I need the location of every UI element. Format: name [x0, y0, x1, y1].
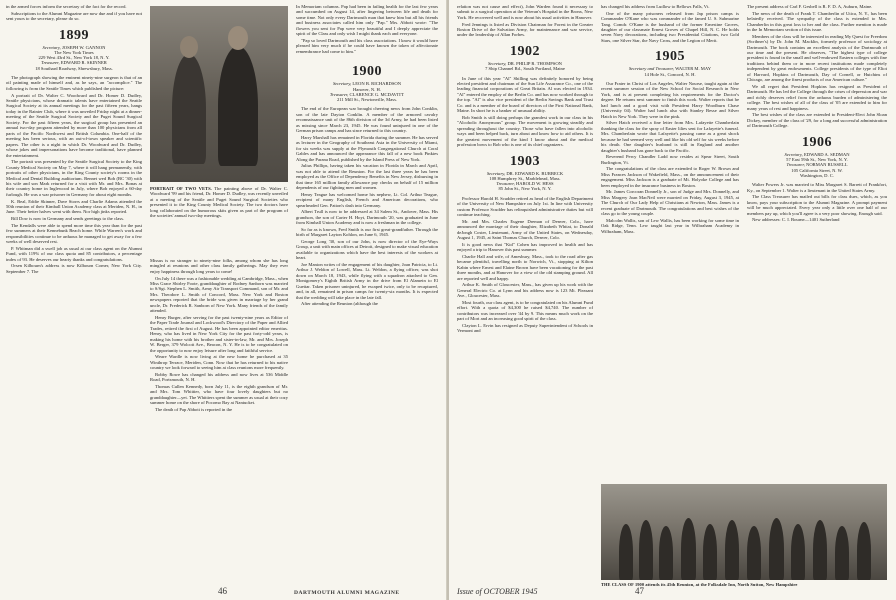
paragraph: Thomas Cullen Kennedy, born July 11, is the eighth grandson of Mr. and Mrs. Tom Whittier, who have four lovely daughters but no granddaughter—yet. The Whittiers spent the summer as usual at their cozy summer home on the shore of Pocomo Bay at Nantucket. [150, 383, 288, 406]
paragraph: A portrait of Dr. Walter C. Woodward and Dr. Homer D. Dudley, Seattle physicians, whose dramatic talents have entertained the Seattle Surgical Society at its annual meetings for the past fifteen years, hangs today in the Rainier Club, where it was unveiled Friday night at a dinner-meeting of the Seattle Surgical Society and the Puget Sound Surgical Society. For the past fifteen years, the surgical group has presented an annual two-day program attended by more than 100 physicians from all parts of the Pacific Northwest and British Columbia. One-half of the meeting has been serious, with an out-of-town speaker and scientific papers. The other is a night in which Dr. Woodward and Dr. Dudley, whose jokes and impersonations have become traditional, have planned the entertainment. [6, 92, 142, 158]
paragraph: After attending the Reunion (although the [301, 301, 378, 307]
issue-date: Issue of OCTOBER 1945 [457, 587, 538, 596]
paragraph: The congratulations of the class are extended to Roger W. Brown and Miss Frances Jackson of Wakefield, Mass., on the announcement of their engagement. Miss Jackson is a graduate of Mt. Holyoke College and has been employed in the insurance business in Boston. [601, 166, 739, 188]
portrait-painting-photo [150, 6, 288, 182]
paragraph: K. Beal, Eddie Skinner, Dave Storrs and Charlie Adams attended the 50th reunion of their Kimball Union Academy class at Meriden, N. H., in June. Their better halves went with them. Nor high jinks reported. [6, 198, 142, 215]
paragraph: P. Whitman did a swell job as usual at our class agent on the Alumni Fund, with 119% of our class quota and 85 contributors, a percentage index of 93. He deserves our hearty thanks and congratulations. [6, 245, 142, 262]
secretary-name: DR. PHILIP R. THOMPSON [507, 60, 562, 66]
paragraph: Henry Teague has welcomed home his nephew, Lt. Col. Arthur Teague, recipient of many English, French and American decorations, who spearheaded Gen. Patton's dash into Germany. [296, 191, 438, 208]
right-column-2 [601, 4, 739, 480]
class-year-heading: 1902 [510, 43, 540, 59]
secretary-label: Secretary, [42, 44, 61, 50]
paragraph: Mr. and Mrs. Charles Eugene Dreman of Denver, Colo., have announced the marriage of their daughter, Elizabeth Whitat, to Donald deJongh Coster, Lieutenant, Army of the United States, on Wednesday, August 1, 1945, at Saint Thomas Church, Denver, Colo. [457, 218, 593, 241]
paragraph: Orsen Kilbourn's address is now Kilbourn Corner, New York City. September 7. The [6, 263, 142, 274]
magazine-title: DARTMOUTH ALUMNI MAGAZINE [294, 590, 400, 596]
paragraph: So far as is known, Fred Smith is our first great-grandfather. Through the birth of Margaret Layton Kohlon, on June 6, 1945. [296, 226, 438, 238]
paragraph: In June of this year "Al" Shilling was definitely honored by being elected president and chairman of the Sun Life Assurance Co., one of the leading financial corporations of Great Britain. Al was elected in 1934. "Al" entered the employ of the Berlin Co. and has now worked through to the top. "Al" is also vice president of the Berlin Savings Bank and Trust Co. and is a member of the board of directors of the First National Bank, Maine. In short he is a banker of unusual ability. [457, 75, 593, 114]
treasurer-address: Washington, D. C. [800, 172, 834, 178]
caption-text: The painting above of Dr. Walter C. Woodward '99 and his friend, Dr. Homer D. Dudley, was recently unveiled at a meeting of the Seattle and Puget Sound Surgical Societies who presented it to the King County Medical Society. The two doctors have long collaborated on the humorous skits given as part of the program of the societies' annual two-day meetings. [150, 186, 288, 219]
paragraph: "Pap so loved Dartmouth and his class associations. I know it would have pleased him very much if he could have known the token of affectionate remembrance had come to him." [296, 37, 438, 54]
left-column-3 [296, 4, 438, 580]
secretary-label: Secretary, [784, 151, 803, 157]
paragraph: Harry Marshall has remained in Florida during the summer. He has served as lecturer in the Geography of Southeast Asia in the University of Miami, for six weeks was supply at the Plymouth Congregational Church at Coral Gables and has announced the appearance this fall of a new book Pinkies Along the Parana Road, published by the Island Press of New York. [296, 134, 438, 162]
secretary-address: 7 Ship Channel Rd., South Portland, Maine [485, 66, 565, 72]
paragraph: The news of the death of Frank T. Chamberlin of Utica, N. Y., has been belatedly received. The sympathy of the class is extended to Mrs. Chamberlin in this great loss to her and the class. Further mention is made in the In Memoriam section of this issue. [747, 10, 887, 32]
caption-lead: PORTRAIT OF TWO VETS. [150, 186, 212, 191]
paragraph: The Class Treasurer has mailed out bills for class dues, which, as you know, pays your subscription to the Alumni Magazine. A prompt payment will be much appreciated. Every year only a little over one half of our members pay up, which you'll agree is a very poor showing. Enough said. [747, 194, 887, 216]
paragraph: The portrait was presented by the Seattle Surgical Society to the King County Medical Society on May 7, where it will hang permanently, with portraits of other physicians, in the King County society's rooms in the Medical and Dental Building auditorium. Bennet wed Bob (BC '30) with his wife and son Mark returned for a visit with Mr. and Mrs. Bonas at their country home in Inglewood in July, where Bob enjoyed a 60-day furlough. He was a war prisoner in Germany for about eight months. [6, 159, 142, 197]
treasurer-name: NORMAN RUSSELL [806, 162, 848, 168]
secretary-address: 14 Hole St., Concord, N. H. [644, 71, 696, 77]
class-year-heading: 1903 [510, 153, 540, 169]
paragraph: Fred Jennings is listed as Division Chairman for Forest in the Greater Boston Drive of the Salvation Army, for maintenance and war service, under the leadership of Allan Forbes. [457, 21, 593, 38]
class-reunion-photo [601, 484, 887, 580]
class-year-heading: 1900 [352, 64, 382, 80]
secretary-address: 108 Humphrey St., Marblehead, Mass. [489, 175, 561, 181]
paragraph: Silver Hatch received a fine letter from Mrs. Lafayette Chamberlain thanking the class for the spray of Easter lilies sent for Lafayette's funeral. Mrs. Chamberlain wrote that Lafayette's passing came as a great shock because he had seemed very well and like his old self for six weeks before his death. One daughter's husband is still in England and another daughter's husband has gone back to the Pacific. [601, 120, 739, 153]
treasurer-label: Treasurer, [786, 162, 805, 168]
paragraph: The photograph showing the eminent ninety-nine surgeon is that of an oil painting made of himself and, as he says, an "accomplice." The following is from the Seattle Times which published the picture: [6, 75, 142, 91]
secretary-label: Secretary, [488, 60, 507, 66]
paragraph: Joe Manion writes of the engagement of his daughter, Joan Patricia, to Lt. Arthur J. Weldon of Lowell, Mass. Lt. Weldon, a flying officer, was shot down on March 18, 1943, while flying with a squadron attached to Gen. Montgomery's Eighth British Army in the drive from El Alamein to El Guettar. Taken prisoner uninjured, he escaped twice, only to be recaptured, and, in all, remained in prison camps for twenty-six months. It is expected that the wedding will take place in the late fall. [296, 262, 438, 300]
paragraph: The present address of Carl F. Gesbell is R. F. D. A, Auburn, Maine. [747, 4, 873, 9]
paragraph: has changed his address from Ludlow to Bellows Falls, Vt. [601, 4, 710, 9]
class-year-heading: 1906 [802, 134, 832, 150]
paragraph: The Kendalls were able to spend more time this year than for the past few summers at their Kennebunk Beach home. While Warren's work and responsibilities continue to be arduous he managed to get away for a few weeks of well deserved rest. [6, 222, 142, 245]
paragraph: New addresses: C. I. Bourne—1401 Sutherland [752, 217, 840, 223]
secretary-name: WALTER M. MAY [675, 66, 712, 72]
paragraph: Clayton L. Ervin has resigned as Deputy Superintendent of Schools in Vermont and [457, 322, 593, 334]
paragraph: Henry Burger, after serving for the past twenty-nine years as Editor of the Paper Trade Journal and Lockwood's Directory of the Paper and Allied Trades, retired the first of August. He has been appointed editor emeritus. Henry, who has lived in New York City for the past forty-odd years, is making his home with his brother and sister-in-law, Mr. and Mrs. Joseph W. Berger, 379 Wolcott Ave., Beacon, N. Y. He is to be congratulated on the opportunity to now enjoy leisure after long and faithful service. [150, 314, 288, 353]
left-column-1 [6, 4, 142, 580]
paragraph: Arthur K. Smith of Gloucester, Mass., has given up his work with the General Electric Co. at Lynn and his address now is 123 Mt. Pleasant Ave., Gloucester, Mass. [457, 282, 593, 299]
class-year-heading: 1899 [59, 27, 89, 43]
paragraph: On July 14 there was a fashionable wedding at Cambridge, Mass., when Miss Grace Shirley Foote, granddaughter of Rodney Sanborn was married to S/Sgt. Stephen L. Smith, Army Air Transport Command, son of Mr. and Mrs. Theodore L. Smith of Concord, Mass. New York and Boston newspapers reported that the bride was given in marriage by her grand uncle, Dr. Frederick R. Sanborn of New York. Many friends of the family attended. [150, 275, 288, 314]
treasurer-label: Treasurer, [41, 60, 60, 66]
paragraph: relation was not cause and effect), John Warden found it necessary to submit to a surgical operation at the Veteran's Hospital in the Bronx, New York. He recovered well and is now about his usual activities in Hanover. [457, 4, 593, 20]
paragraph: Members of the class will be interested in reading My Quest for Freedom (Scribner's) by Dr. John M. Macklin, formerly professor of sociology at Dartmouth. The book contains an excellent analysis of the Dartmouth of our time and the present. He observes, "The highest type of college president is found in the small and well-endowed Eastern colleges with fine traditions behind them or in more recent institutions made completely independent by great endowments. College presidents of the type of Eliot of Harvard, Hopkins of Dartmouth, Day of Cornell, or Hutchins of Chicago, are among the finest products of our American culture." [747, 33, 887, 83]
secretary-label: Secretary, [332, 81, 352, 87]
paragraph: The best wishes of the class are extended to President-Elect John Sloan Dickey, member of the class of '29, for a long and successful administration of Dartmouth College. [747, 112, 887, 129]
paragraph: Most fourth, our class agent, is to be congratulated on his Alumni Fund effort. With a quota of $4,300 he raised $4,740. The number of contributors was increased over '44 by 9. This means much work on the part of Mort and an increasing good spirit of the class. [457, 299, 593, 322]
secretary-address: Hanover, N. H. [352, 86, 381, 92]
paragraph: George Long '30, son of our John, is now director of the Eye-Ways Group, a unit with main offices at Detroit, designed to make visual education available to organizations which have the best interests of the workers at heart. [296, 239, 438, 261]
treasurer-address: 211 Mill St., Newtonville, Mass. [336, 97, 398, 103]
secretary-name: JOSEPH W. GANNON [61, 44, 106, 50]
treasurer-label: Treasurer, [496, 181, 515, 187]
right-footer [457, 588, 538, 597]
secretary-address: 229 West 43rd St., New York 18, N. Y. [38, 55, 110, 61]
secretary-address: 57 East 59th St., New York, N. Y. [786, 157, 848, 163]
treasurer-address: 105 California Street, N. W. [791, 167, 843, 173]
left-column-2 [150, 258, 288, 580]
magazine-title-footer [294, 590, 400, 597]
reunion-photo-caption: THE CLASS OF 1900 attends its 45th Reunion, at the Folksdale Inn, North Sutton, New Hampshire [601, 582, 798, 587]
paragraph: Missus is no stranger to ninety-nine folks, among whom she has long mingled at reunions and other class family gatherings. May they ever enjoy happiness through long years to come! [150, 258, 288, 274]
secretary-name: DR. EDWARD K. BURBECK [506, 170, 564, 176]
paragraph: Walter Powers Jr. was married to Miss Margaret S. Barrett of Frankfort, Ky., on September 1. Walter is a lieutenant in the United States Army. [747, 182, 887, 193]
secretary-label: Secretary and Treasurer, [628, 66, 674, 72]
paragraph: In Memoriam columns. Pap had been in failing health for the last few years and succumbed on August 14, after lingering between life and death for some time. Not only every Dartmouth man that knew him but all his friends and business associates called him only "Pap." Mrs. Abbott wrote: "The flowers you sent for Pap were very beautiful and I deeply appreciate the spirit of the Class and only wish I might thank each and everyone. [296, 4, 438, 37]
secretary-address: The New York Times [54, 49, 94, 55]
paragraph: The death of Pap Abbott is reported in the [155, 406, 233, 412]
treasurer-name: CLARENCE G. MCDAVITT [349, 91, 405, 97]
right-page-number [635, 588, 644, 597]
paragraph: We all regret that President Hopkins has resigned as President of Dartmouth. He has led the College through the crises of depression and war and richly deserves relief from the arduous burden of administering the college. The best wishes of all of the class of '05 are extended to him for many years of rest and happiness. [747, 83, 887, 111]
page-number: 46 [218, 586, 227, 596]
treasurer-address: 18 Southard Roadway, Shrewsbury, Mass. [35, 65, 113, 71]
treasurer-name: EDWARD R. SKINNER [60, 60, 107, 66]
right-column-3 [747, 4, 887, 480]
paragraph: Mr. James Corcoran Donnelly Jr., son of Judge and Mrs. Donnelly, and Miss Margery Joan MacNeil were married on Friday, August 3, 1945, at The Church of Our Lady Help of Christians at Newton, Mass. James is a recent graduate of Dartmouth. The congratulations and best wishes of the class go to the young couple. [601, 189, 739, 217]
secretary-name: LEON B. RICHARDSON [352, 81, 402, 87]
treasurer-address: 85 John St., New York, N. Y. [498, 186, 552, 192]
paragraph: Bobby Rowe has changed his address and now lives at 536 Middle Road, Portsmouth, N. H. [150, 371, 288, 383]
right-page [449, 0, 896, 600]
paragraph: It is good news that "Kid" Cohen has improved in health and has enjoyed a trip to Hanover this past summer. [457, 241, 593, 253]
paragraph: Charlie Hall and wife, of Amesbury, Mass., took to the road after gas became plentiful, travelling north to Norwich, Vt., stopping at Kilton Kabin where Ernest and Elaine Brown have been vacationing for the past three months, and at Hanover for a view of the old stamping ground. All are reported well and happy. [457, 253, 593, 281]
paragraph: Julius Phillips, having taken his vacation in Florida in March and April, was not able to attend the Reunion. For the last three years he has been employed as the Office of Dependency Benefits in New Jersey, disbursing in that time 165 million family allowance pay checks on behalf of 15 million dependents of our fighting men and women. [296, 163, 438, 191]
left-page [0, 0, 447, 600]
paragraph: Bob Smith is still doing perhaps the grandest work in our class in his "Alcoholic Anonymous" group. The movement is growing steadily and spreading throughout the country. Those who have fallen into alcoholic ways and been helped back, turn about and know how to aid others. It is the greatest movement of the kind I know about and the medical profession bows to Bob who is one of its chief organizers. [457, 114, 593, 148]
secretary-name: EDWARD A. SEDMAN [803, 151, 850, 157]
paragraph: One of the many prisoners released from Jap prison camps is Commander O'Kane who was commander of the famed U. S. Submarine Tang. Comdr. O'Kane is the husband of the former Ernestine Groves, daughter of our classmate Ernest Groves of Chapel Hill, N. C. He holds seven Navy decorations, including two Presidential Citations, two Gold Stars, one Silver Star, the Navy Cross, and the Legion of Merit. [601, 10, 739, 43]
secretary-label: Secretary, [486, 170, 506, 176]
paragraph: Bill Dow is now in Germany and sends greetings to the class. [11, 216, 125, 222]
class-year-heading: 1905 [655, 49, 685, 65]
page-number: 47 [635, 586, 644, 596]
paragraph: in the armed forces inform the secretary of the fact for the record. [6, 4, 127, 9]
paragraph: Subscriptions to the Alumni Magazine are now due and if you have not sent yours to the secretary, please do so. [6, 10, 142, 22]
treasurer-label: Treasurer, [329, 91, 349, 97]
paragraph: Malcolm Wallis, son of Lew Wallis, has been working for some time in Oak Ridge, Tenn. Lew taught last year in Wilbraham Academy in Wilbraham, Mass. [601, 217, 739, 234]
paragraph: Reverend Percy Chandler Ladd now resides at Spear Street, South Burlington, Vt. [601, 154, 739, 165]
paragraph: Albert Trull is now to be addressed at 34 Salem St., Andover, Mass. His grandson, the son of Carter H. Hoyt, Dartmouth '20, was graduated in June from Kimball Union Academy and is now a freshman in the college. [296, 209, 438, 226]
treasurer-name: HAROLD W. HESS [515, 181, 554, 187]
paragraph: Weare Wardle is now living at the new home he purchased at 35 Winthrop Terrace, Meriden, Conn. Now that he has returned to his native country we look forward to seeing him at class reunions more frequently. [150, 354, 288, 371]
right-column-1 [457, 4, 593, 580]
left-footer [218, 588, 227, 597]
paragraph: The end of the European war brought cheering news from John Conklin, son of the late Dayton Conklin. A member of the armored cavalry reconnaissance unit of the 86th division of the 3d Army, he had been listed as missing since March 23, 1945. He was found uninjured in one of the German prison camps and has since returned to this country. [296, 106, 438, 134]
portrait-caption [150, 186, 288, 218]
paragraph: Professor Harold H. Scudder retired as head of the English Department of the University of New Hampshire on July 1st. In line with University custom Professor Scudder has relinquished administrative duties but will continue teaching. [457, 195, 593, 218]
paragraph: Our Frater in Christ of Los Angeles, Walter Nourse, taught again at the recent summer session of the New School for Social Research in New York, and is at present completing his requirements for the Doctor's degree. He returns next summer to finish this work. Walter reports that he had lunch and a good visit with President Harry Woodburn Chase (University 04). Walter had lunch also with Stanley Besse and Silver Hatch in New York. They were in the pink. [601, 80, 739, 119]
